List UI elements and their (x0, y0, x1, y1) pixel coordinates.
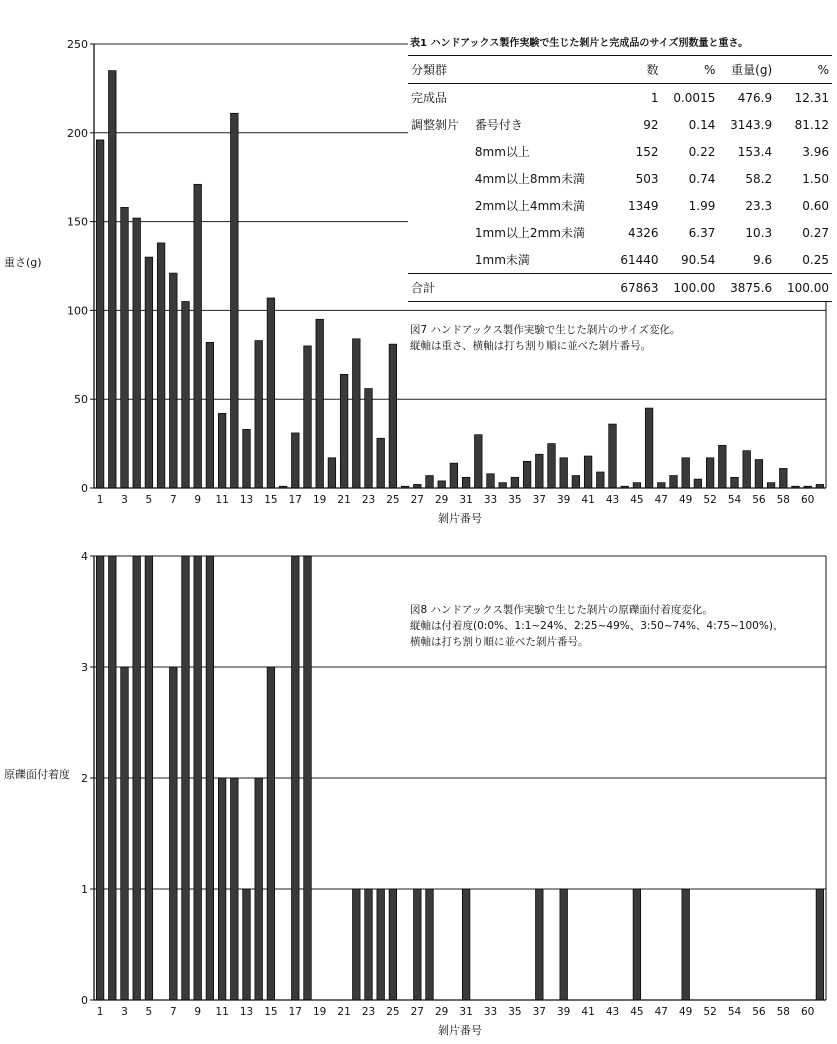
row-weight-pct: 12.31 (794, 90, 829, 105)
fig7-x-tick-label: 43 (605, 494, 620, 506)
fig7-bar (206, 342, 214, 488)
fig8-x-axis-title: 剝片番号 (438, 1024, 482, 1037)
fig8-bar (96, 556, 104, 1000)
fig7-y-tick-label: 100 (67, 304, 88, 318)
fig8-bar (462, 889, 470, 1000)
row-group (408, 246, 472, 274)
fig8-bar (536, 889, 544, 1000)
row-weight: 10.3 (745, 225, 773, 240)
row-weight-pct: 0.27 (802, 225, 829, 240)
fig8-bar (206, 556, 214, 1000)
fig7-bar (243, 429, 251, 488)
fig7-bar (548, 444, 556, 488)
header-weight-pct: % (817, 62, 829, 77)
fig7-bar (231, 113, 239, 488)
row-count: 503 (635, 171, 659, 186)
header-count: 数 (646, 63, 659, 77)
fig8-bar (682, 889, 690, 1000)
fig7-x-tick-label: 58 (776, 494, 790, 506)
fig8-x-tick-label: 27 (410, 1006, 424, 1018)
row-count-pct: 0.14 (688, 117, 716, 132)
fig8-x-tick-label: 58 (776, 1006, 790, 1018)
fig7-bar (719, 445, 727, 488)
fig7-bar (340, 374, 348, 488)
fig8-bar (170, 667, 178, 1000)
total-weight: 3875.6 (730, 280, 773, 295)
fig8-y-tick-label: 4 (81, 550, 88, 563)
row-weight: 9.6 (753, 252, 773, 267)
fig7-bar (780, 468, 788, 488)
fig7-bar (365, 389, 373, 488)
fig8-bar (353, 889, 361, 1000)
fig7-y-tick-label: 150 (67, 215, 88, 229)
fig7-bar (560, 458, 568, 488)
fig8-bar (560, 889, 568, 1000)
row-count: 4326 (628, 225, 659, 240)
fig7-bar (109, 71, 117, 488)
fig8-bar (231, 778, 239, 1000)
fig7-x-tick-label: 15 (264, 494, 278, 506)
header-group: 分類群 (411, 63, 448, 77)
fig7-x-tick-label: 52 (703, 494, 717, 506)
row-count-pct: 0.74 (688, 171, 716, 186)
fig7-bar (584, 456, 592, 488)
fig7-bar (96, 140, 104, 488)
fig7-bar (767, 483, 775, 488)
fig7-bar (682, 458, 690, 488)
fig7-x-tick-label: 54 (727, 494, 742, 506)
fig7-bar (170, 273, 178, 488)
fig8-bar (816, 889, 824, 1000)
fig8-x-tick-label: 15 (264, 1006, 278, 1018)
fig8-bar (218, 778, 226, 1000)
fig7-x-tick-label: 35 (508, 494, 522, 506)
fig8-bar (255, 778, 263, 1000)
fig7-x-tick-label: 1 (96, 494, 104, 506)
fig7-bar (157, 243, 165, 488)
total-weight-pct: 100.00 (787, 280, 829, 295)
fig7-x-tick-label: 56 (752, 494, 766, 506)
row-group (408, 165, 472, 192)
fig8-bar (243, 889, 251, 1000)
fig7-bar (377, 438, 385, 488)
fig7-bar (450, 463, 458, 488)
header-weight: 重量(g) (731, 63, 773, 77)
row-sub: 1mm以上2mm未満 (474, 226, 585, 240)
fig7-bar (475, 435, 483, 488)
fig7-bar (255, 341, 263, 488)
fig7-bar (462, 477, 470, 488)
fig8-x-tick-label: 29 (435, 1006, 449, 1018)
fig8-x-tick-label: 41 (581, 1006, 595, 1018)
table-total-row (408, 274, 832, 302)
fig7-bar (218, 413, 226, 488)
fig7-bar (292, 433, 300, 488)
fig7-bar (353, 339, 361, 488)
fig8-x-tick-label: 31 (459, 1006, 473, 1018)
fig7-bar (597, 472, 605, 488)
fig7-x-tick-label: 49 (679, 494, 693, 506)
fig7-bar (694, 479, 702, 488)
row-count-pct: 1.99 (688, 198, 716, 213)
fig7-y-tick-label: 200 (67, 126, 88, 140)
fig7-x-tick-label: 13 (239, 494, 254, 506)
fig7-bar (645, 408, 653, 488)
fig7-y-tick-label: 0 (81, 482, 88, 495)
fig8-bar (414, 889, 422, 1000)
row-count: 1349 (628, 198, 659, 213)
row-count-pct: 90.54 (680, 252, 716, 267)
fig8-bar (194, 556, 202, 1000)
fig7-y-axis-title: 重さ(g) (4, 256, 42, 269)
fig8-bar (633, 889, 641, 1000)
size-table (408, 55, 832, 302)
fig7-x-tick-label: 39 (557, 494, 571, 506)
fig7-bar (609, 424, 617, 488)
fig8-x-tick-label: 11 (215, 1006, 229, 1018)
fig8-bar (304, 556, 312, 1000)
table-row (408, 192, 832, 219)
fig7-bar (755, 460, 763, 488)
header-count-pct: % (703, 62, 716, 77)
fig8-x-tick-label: 56 (752, 1006, 766, 1018)
row-count-pct: 0.0015 (673, 90, 716, 105)
size-table-block (408, 34, 832, 302)
fig7-bar (426, 476, 434, 488)
row-weight-pct: 0.25 (802, 252, 829, 267)
row-sub: 1mm未満 (474, 253, 530, 267)
row-sub: 番号付き (474, 118, 523, 132)
row-group: 完成品 (411, 91, 448, 105)
fig7-bar (145, 257, 153, 488)
table-caption: 表1 ハンドアックス製作実験で生じた剝片と完成品のサイズ別数量と重さ。 (410, 38, 749, 49)
fig7-x-tick-label: 21 (337, 494, 351, 506)
fig7-bar (133, 218, 141, 488)
fig8-y-tick-label: 2 (81, 772, 88, 785)
fig7-x-tick-label: 3 (121, 494, 128, 506)
fig7-x-tick-label: 27 (410, 494, 424, 506)
fig7-x-tick-label: 31 (459, 494, 473, 506)
fig7-x-tick-label: 23 (361, 494, 376, 506)
fig8-bar (133, 556, 141, 1000)
fig7-y-tick-label: 250 (67, 38, 88, 51)
row-count-pct: 0.22 (688, 144, 716, 159)
fig7-bar (633, 483, 641, 488)
fig8-bar (426, 889, 434, 1000)
fig7-x-tick-label: 9 (194, 494, 202, 506)
row-count-pct: 6.37 (688, 225, 716, 240)
fig8-bar (292, 556, 300, 1000)
fig7-bar (121, 207, 129, 488)
fig8-bar (145, 556, 153, 1000)
fig8-x-tick-label: 37 (532, 1006, 546, 1018)
fig8-x-tick-label: 13 (239, 1006, 254, 1018)
fig8-y-tick-label: 3 (81, 661, 88, 674)
row-weight: 23.3 (745, 198, 773, 213)
row-weight-pct: 3.96 (802, 144, 829, 159)
fig7-bar (304, 346, 312, 488)
table-header-row (408, 56, 832, 84)
fig8-bar (365, 889, 373, 1000)
fig8-x-tick-label: 23 (361, 1006, 376, 1018)
fig7-bar (523, 461, 531, 488)
fig7-bar (438, 481, 446, 488)
fig7-x-tick-label: 19 (313, 494, 327, 506)
fig8-bar (121, 667, 129, 1000)
row-count: 92 (643, 117, 659, 132)
row-weight: 3143.9 (730, 117, 773, 132)
table-row (408, 219, 832, 246)
row-group (408, 192, 472, 219)
fig7-bar (499, 483, 507, 488)
fig7-bar (658, 483, 666, 488)
row-group (408, 219, 472, 246)
fig7-bar (267, 298, 275, 488)
figure8-subtitle-2: 横軸は打ち割り順に並べた剝片番号。 (410, 636, 589, 648)
figure7-subtitle: 縦軸は重さ、横軸は打ち割り順に並べた剝片番号。 (410, 340, 652, 352)
fig7-bar (706, 458, 714, 488)
fig7-bar (670, 476, 678, 488)
fig8-bar (267, 667, 275, 1000)
fig8-x-tick-label: 21 (337, 1006, 351, 1018)
fig7-bar (743, 451, 751, 488)
fig8-x-tick-label: 1 (96, 1006, 104, 1018)
figure7-title: 図7 ハンドアックス製作実験で生じた剝片のサイズ変化。 (410, 324, 681, 336)
fig8-y-tick-label: 0 (81, 994, 88, 1007)
fig7-x-tick-label: 33 (483, 494, 498, 506)
fig7-x-tick-label: 17 (288, 494, 302, 506)
fig8-y-tick-label: 1 (81, 883, 88, 896)
fig7-x-tick-label: 60 (801, 494, 815, 506)
row-weight: 58.2 (745, 171, 773, 186)
figure8-caption (410, 602, 783, 650)
fig8-x-tick-label: 49 (679, 1006, 693, 1018)
fig7-bar (487, 474, 495, 488)
fig7-x-tick-label: 45 (630, 494, 644, 506)
row-weight-pct: 0.60 (802, 198, 829, 213)
fig8-x-tick-label: 52 (703, 1006, 717, 1018)
fig7-x-tick-label: 37 (532, 494, 546, 506)
row-weight-pct: 1.50 (802, 171, 829, 186)
fig7-bar (389, 344, 397, 488)
fig7-bar (511, 477, 519, 488)
fig7-x-tick-label: 25 (386, 494, 400, 506)
fig7-y-tick-label: 50 (74, 393, 88, 407)
table-row (408, 111, 832, 138)
row-sub: 8mm以上 (474, 145, 530, 159)
figure8-title: 図8 ハンドアックス製作実験で生じた剝片の原礫面付着度変化。 (410, 604, 713, 616)
fig7-x-tick-label: 47 (654, 494, 668, 506)
total-group: 合計 (411, 281, 436, 295)
table-row (408, 138, 832, 165)
table-row (408, 165, 832, 192)
row-sub: 2mm以上4mm未満 (474, 199, 585, 213)
fig8-x-tick-label: 19 (313, 1006, 327, 1018)
fig8-x-tick-label: 9 (194, 1006, 202, 1018)
fig8-x-tick-label: 60 (801, 1006, 815, 1018)
row-weight-pct: 81.12 (794, 117, 829, 132)
fig8-x-tick-label: 33 (483, 1006, 498, 1018)
fig7-x-tick-label: 41 (581, 494, 595, 506)
figure8-subtitle: 縦軸は付着度(0:0%、1:1~24%、2:25~49%、3:50~74%、4:75~100%)、 (410, 620, 784, 632)
fig8-x-tick-label: 45 (630, 1006, 644, 1018)
total-count-pct: 100.00 (673, 280, 716, 295)
fig7-bar (194, 184, 202, 488)
fig7-bar (572, 476, 580, 488)
fig8-y-axis-title: 原礫面付着度 (4, 768, 70, 781)
fig7-x-axis-title: 剝片番号 (438, 512, 482, 525)
table-row (408, 84, 832, 112)
row-weight: 476.9 (737, 90, 773, 105)
fig7-bar (182, 302, 190, 488)
fig8-x-tick-label: 35 (508, 1006, 522, 1018)
fig7-bar (328, 458, 336, 488)
table-row (408, 246, 832, 274)
fig7-x-tick-label: 11 (215, 494, 229, 506)
fig8-x-tick-label: 7 (169, 1006, 177, 1018)
row-sub (472, 84, 609, 112)
fig7-x-tick-label: 29 (435, 494, 449, 506)
fig8-bar (109, 556, 117, 1000)
row-group (408, 138, 472, 165)
fig7-bar (316, 319, 324, 488)
fig8-x-tick-label: 39 (557, 1006, 571, 1018)
total-count: 67863 (620, 280, 659, 295)
fig8-x-tick-label: 5 (145, 1006, 153, 1018)
row-sub: 4mm以上8mm未満 (474, 172, 585, 186)
row-group: 調整剝片 (411, 118, 460, 132)
fig8-bar (377, 889, 385, 1000)
fig8-x-tick-label: 47 (654, 1006, 668, 1018)
fig8-bar (389, 889, 397, 1000)
figure7-caption (410, 322, 681, 354)
fig8-bar (182, 556, 190, 1000)
fig7-x-tick-label: 5 (145, 494, 153, 506)
fig8-x-tick-label: 25 (386, 1006, 400, 1018)
fig8-x-tick-label: 3 (121, 1006, 128, 1018)
row-weight: 153.4 (737, 144, 773, 159)
fig8-x-tick-label: 54 (727, 1006, 742, 1018)
fig8-x-tick-label: 43 (605, 1006, 620, 1018)
fig8-x-tick-label: 17 (288, 1006, 302, 1018)
row-count: 61440 (620, 252, 659, 267)
fig7-bar (731, 477, 739, 488)
fig7-x-tick-label: 7 (169, 494, 177, 506)
fig7-bar (536, 454, 544, 488)
row-count: 152 (635, 144, 659, 159)
row-count: 1 (650, 90, 659, 105)
